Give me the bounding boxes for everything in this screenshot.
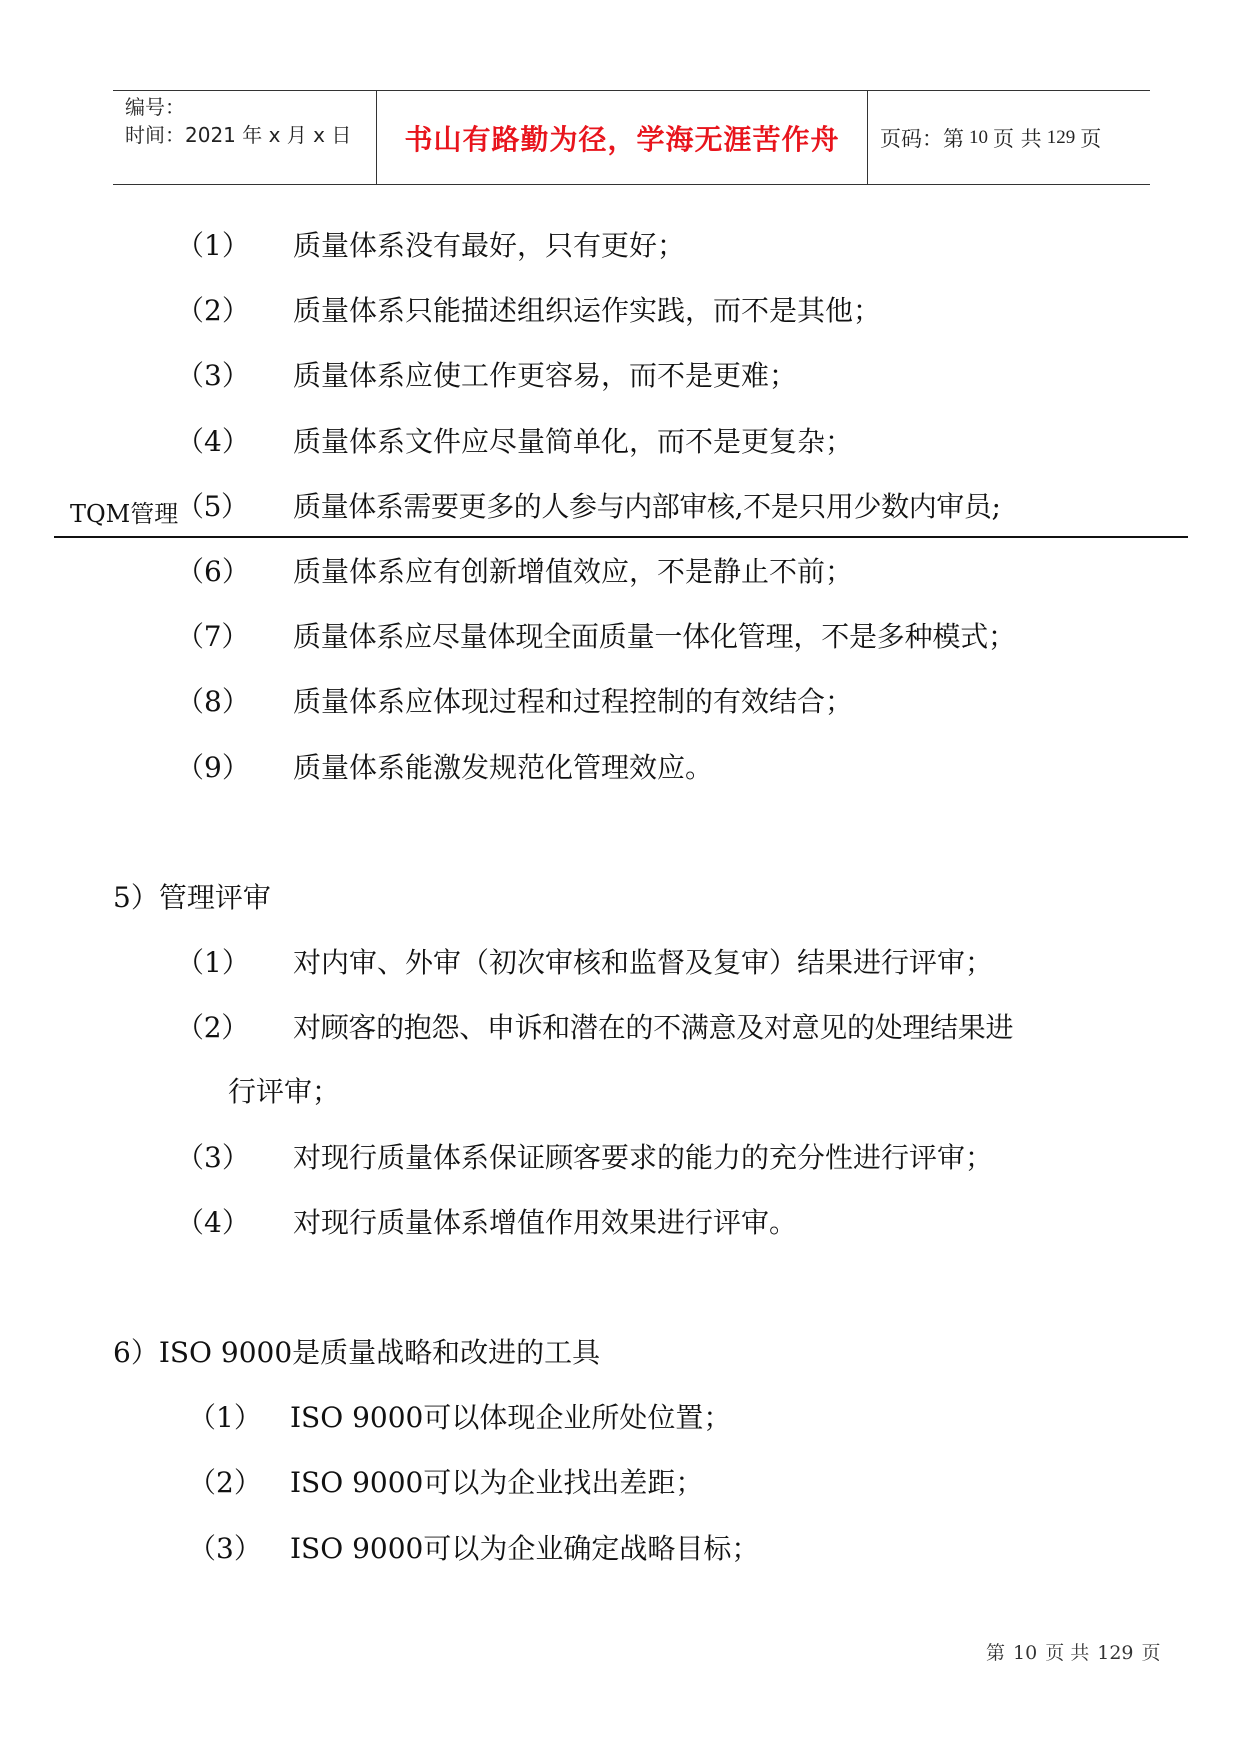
list-item-text: 质量体系只能描述组织运作实践，而不是其他； bbox=[293, 294, 882, 327]
header-page-total: 129 bbox=[1046, 126, 1076, 148]
list-item-text: 质量体系应使工作更容易，而不是更难； bbox=[293, 359, 798, 392]
section-heading: 6）ISO 9000是质量战略和改进的工具 bbox=[113, 1336, 601, 1369]
list-item-text: 质量体系应体现过程和过程控制的有效结合； bbox=[293, 685, 854, 718]
list-item-number: （1） bbox=[176, 229, 250, 262]
list-item-continuation: 行评审； bbox=[228, 1075, 341, 1108]
list-item-number: （4） bbox=[176, 1206, 250, 1239]
list-item-number: （6） bbox=[176, 555, 250, 588]
list-item bbox=[176, 358, 797, 394]
list-item-text: 质量体系应尽量体现全面质量一体化管理，不是多种模式； bbox=[293, 620, 1016, 653]
list-item-text: 质量体系需要更多的人参与内部审核,不是只用少数内审员; bbox=[293, 490, 1001, 523]
page-header bbox=[113, 90, 1150, 185]
list-item bbox=[188, 1465, 703, 1501]
list-item bbox=[176, 1140, 993, 1176]
list-item bbox=[176, 684, 853, 720]
margin-note: TQM管理 bbox=[70, 500, 179, 528]
list-item-text: 质量体系文件应尽量简单化，而不是更复杂； bbox=[293, 425, 854, 458]
list-item bbox=[188, 1400, 731, 1436]
list-item-text: 对现行质量体系保证顾客要求的能力的充分性进行评审； bbox=[293, 1141, 994, 1174]
list-item-number: （2） bbox=[188, 1466, 262, 1499]
doc-number-label: 编号： bbox=[125, 95, 185, 119]
list-item-number: （4） bbox=[176, 425, 250, 458]
list-item-number: （5） bbox=[176, 490, 249, 523]
list-item-text: 质量体系能激发规范化管理效应。 bbox=[293, 751, 714, 784]
footer-suffix: 页 bbox=[1141, 1642, 1161, 1664]
list-item-number: （3） bbox=[188, 1532, 262, 1565]
list-item bbox=[176, 489, 1001, 525]
list-item-text: 质量体系没有最好，只有更好； bbox=[293, 229, 686, 262]
page-footer bbox=[982, 1638, 1165, 1665]
header-page-prefix: 页码：第 bbox=[880, 126, 964, 151]
doc-date: 时间：2021 年 x 月 x 日 bbox=[125, 123, 352, 147]
footer-page-current: 10 bbox=[1013, 1642, 1038, 1664]
list-item bbox=[176, 945, 993, 981]
list-item-text: 对顾客的抱怨、申诉和潜在的不满意及对意见的处理结果进 bbox=[293, 1011, 1014, 1044]
list-item-text: 对内审、外审（初次审核和监督及复审）结果进行评审； bbox=[293, 946, 994, 979]
list-item-number: （2） bbox=[176, 1011, 249, 1044]
header-motto: 书山有路勤为径，学海无涯苦作舟 bbox=[404, 122, 840, 156]
list-item-number: （7） bbox=[176, 620, 250, 653]
footer-mid: 页 共 bbox=[1045, 1642, 1090, 1664]
list-item bbox=[176, 1010, 1013, 1046]
section-heading: 5）管理评审 bbox=[113, 881, 271, 914]
header-meta bbox=[125, 93, 351, 149]
list-item bbox=[176, 554, 853, 590]
list-item bbox=[176, 1205, 797, 1241]
footer-prefix: 第 bbox=[986, 1642, 1006, 1664]
list-item-number: （2） bbox=[176, 294, 250, 327]
header-page-info bbox=[880, 91, 1101, 184]
list-item bbox=[188, 1531, 759, 1567]
list-item-number: （3） bbox=[176, 359, 250, 392]
list-item-number: （1） bbox=[188, 1401, 262, 1434]
list-item-text: ISO 9000可以体现企业所处位置； bbox=[290, 1401, 732, 1434]
list-item bbox=[176, 228, 685, 264]
list-item-number: （3） bbox=[176, 1141, 250, 1174]
header-page-current: 10 bbox=[969, 126, 988, 148]
list-item-text: 对现行质量体系增值作用效果进行评审。 bbox=[293, 1206, 798, 1239]
list-item-number: （1） bbox=[176, 946, 250, 979]
horizontal-rule bbox=[54, 536, 1188, 538]
footer-page-total: 129 bbox=[1097, 1642, 1134, 1664]
list-item-number: （8） bbox=[176, 685, 250, 718]
list-item-text: ISO 9000可以为企业确定战略目标； bbox=[290, 1532, 760, 1565]
list-item-text: 质量体系应有创新增值效应，不是静止不前； bbox=[293, 555, 854, 588]
list-item-text: ISO 9000可以为企业找出差距； bbox=[290, 1466, 704, 1499]
list-item bbox=[176, 293, 881, 329]
list-item-number: （9） bbox=[176, 751, 250, 784]
list-item bbox=[176, 750, 713, 786]
header-page-mid: 页 共 bbox=[993, 126, 1042, 151]
header-page-suffix: 页 bbox=[1080, 126, 1102, 151]
header-divider bbox=[867, 91, 868, 184]
list-item bbox=[176, 424, 853, 460]
list-item bbox=[176, 619, 1016, 655]
